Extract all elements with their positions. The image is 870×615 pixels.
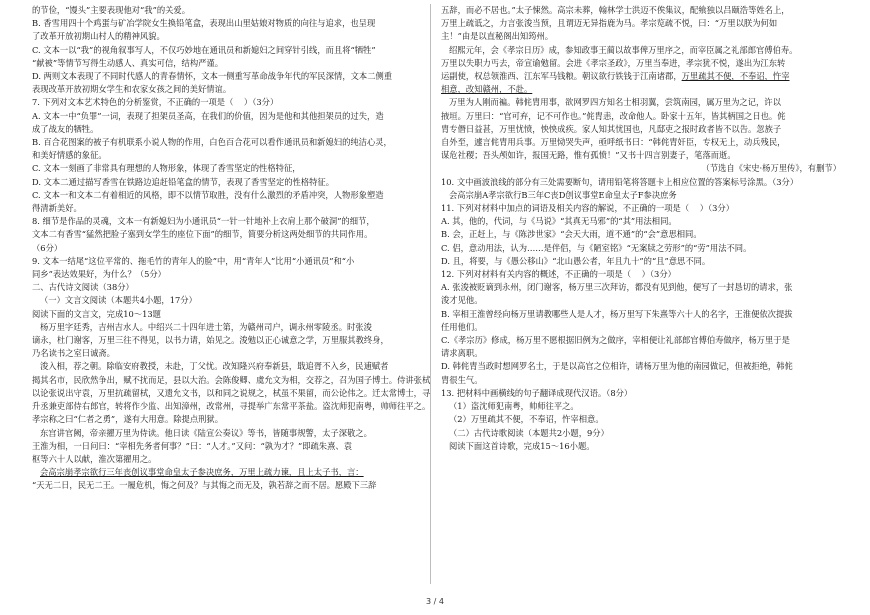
text-line: 13. 把材料中画横线的句子翻译成现代汉语。（8分） [441, 387, 633, 398]
text-line: 万里上疏诋之，力言张浚当预，且谓迈无异指鹿为马。孝宗览疏不悦，曰：“万里以朕为何如 [441, 18, 778, 29]
text-line: C.《孝宗历》修成，杨万里不愿根据旧例为之做序，宰相便让礼部郎官傅伯寿做序，杨万里于是 [441, 335, 790, 346]
text-line: （2）万里疏其不便，不奉诏，忤宰相意。 [449, 414, 604, 425]
text-line: C. 文本一刻画了非常具有理想的人物形象，体现了香雪坚定的性格特征， [32, 163, 301, 174]
text-line: “献被”等情节写得生动感人、真实可信，结构严谨。 [32, 57, 224, 68]
text-line: 相意，改知赣州，不赴。 [441, 84, 533, 95]
text-line: D. 且，将要，与《愚公移山》“北山愚公者，年且九十”的“且”意思不同。 [441, 255, 711, 266]
text-line: D. 文本二通过描写香雪在铁路边追赶铅笔盒的情节，表现了香雪坚定的性格特征。 [32, 176, 335, 187]
text-line: B. 香雪用四十个鸡蛋与矿冶学院女生换铅笔盒，表现出山里姑娘对物质的向往与追求，也呈现 [32, 18, 376, 29]
text-line: D. 韩侂胄当政时想网罗名士，于是以高官之位相许，请杨万里为他的南园做记，但被拒绝，韩侂 [441, 361, 793, 372]
text-line: 请求离职。 [441, 348, 483, 359]
text-line: A. 文本一中“负罪”一词，表现了担架员圣高，在我们的价值，因为是他和其他担架员的过失，造 [32, 110, 384, 121]
text-line: C. 侣，意动用法，认为……是伴侣，与《陋室铭》“无案牍之劳形”的“劳”用法不同。 [441, 242, 752, 253]
text-line: 7. 下列对文本艺术特色的分析鉴赏，不正确的一项是（ ）（3分） [32, 97, 279, 108]
text-line: 万里为人刚而褊。韩侂胄用事，欲网罗四方知名士相羽翼，尝筑南园，属万里为之记，许以 [449, 97, 781, 108]
text-line: 绍熙元年，会《孝宗日历》成，参知政事王蔺以故事俾万里序之，而宰臣属之礼部郎官傅伯寿。 [449, 44, 798, 55]
text-line: 揭其名市，民欣然争出，赋不扰而足，县以大治。会陈俊卿、虞允文为相，交荐之，召为国子博士。侍讲张栻以论张说出守袁，万里抗疏留栻，又遗允文书，以和同之说规之，栻虽不果留，而公论伟之。迁太常博士，寻升丞兼吏部侍右郎官，转将作少监、出知漳州，改常州，寻提举广东常平茶盐。盗沈师犯南粤，帅师往平之。孝宗称之曰“仁者之勇”，遂有大用意。除提点刑狱。 [32, 374, 431, 425]
text-line: （节选自《宋史·杨万里传》，有删节） [701, 163, 841, 174]
text-line: B. 百合花图案的被子有机联系小说人物的作用，白色百合花可以看作通讯员和新媳妇的纯洁心灵， [32, 137, 392, 148]
text-line: 成了战友的牺牲。 [32, 123, 99, 134]
text-line: 表现改革开放初期女学生和农家女孩之间的美好情谊。 [32, 84, 232, 95]
text-line: 谪永，杜门谢客，万里三往不得见，以书力请，始见之。浚勉以正心诚意之学，万里服其教终身， [32, 335, 389, 346]
text-line: 二、古代诗文阅读（38分） [32, 282, 134, 293]
text-line: 8. 细节是作品的灵魂，文本一有新媳妇为小通讯员“一针一针地补上衣肩上那个破洞”的细节， [32, 216, 375, 227]
text-line: 主！”由是以直秘阁出知筠州。 [441, 31, 554, 42]
text-line: 文本二有香雪“猛然把脸子塞到女学生的座位下面”的细节，简要分析这两处细节的共同作用。 [32, 229, 373, 240]
text-line: 东宫讲官阙，帝亲擢万里为侍读。他日读《陆宣公奏议》等书，皆随事规警，太子深敬之。 [40, 427, 372, 438]
text-line: 万里以失职力丐去，帝宣谕勉留。会进《孝宗圣政》，万里当奉进，孝宗犹不悦，遂出为江东转 [441, 57, 786, 68]
text-line: 五辞，而必不居也。”太子悚然。高宗未葬，翰林学士洪迈不俟集议，配飨独以吕颐浩等姓名上， [441, 5, 790, 15]
text-line: C. 文本一以“我”的视角叙事写人，不仅巧妙地在通讯员和新媳妇之间穿针引线，而且将“牺牲” [32, 44, 376, 55]
text-line: 自外至，遽言侂胄用兵事。万里恸哭失声，亟呼纸书曰：“韩侂胄奸臣，专权无上，动兵残民， [441, 137, 786, 148]
text-line: 和美好情感的象征。 [32, 150, 107, 161]
text-line: 11. 下列对材料中加点的词语及相关内容的解说，不正确的一项是（ ）（3分） [441, 203, 735, 214]
text-line: 枢等六十人以献，淮次第擢用之。 [32, 453, 157, 464]
text-line: 9. 文本一结尾“这位平常的、拖毛竹的青年人的脸”中，用“青年人”比用“小通讯员”和“小 [32, 255, 355, 266]
text-line: 阅读下面这首诗歌，完成15～16小题。 [449, 440, 595, 451]
text-line: 会高宗崩A孝宗欲行B三年C丧D创议事堂E命皇太子F参决庶务 [449, 189, 677, 200]
underlined-sentence: 万里疏其不便，不奉诏，忤宰 [681, 71, 790, 82]
text-line: 运副使，权总领淮西、江东军马钱粮。朝议欲行铁钱于江南诸郡，万里疏其不便，不奉诏，忤宰 [441, 71, 790, 82]
text-line: “天无二日，民无二王。一履危机，悔之何及？与其悔之而无及，孰若辞之而不居。愿殿下三辞 [32, 480, 377, 491]
text-line: （二）古代诗歌阅读（本题共2小题，9分） [449, 427, 609, 438]
text-line: 王淮为相，一日问曰：“宰相先务者何事？”曰：“人才。”又问：“孰为才？”即疏朱熹、袁 [32, 440, 352, 451]
page-number: 3 / 4 [426, 597, 444, 606]
text-line: B. 会，正赶上，与《陈涉世家》“会天大雨，道不通”的“会”意思相同。 [441, 229, 702, 240]
text-line: B. 宰相王淮曾经向杨万里请教哪些人是人才，杨万里写下朱熹等六十人的名字，王淮便依次提拔 [441, 308, 793, 319]
text-line: （一）文言文阅读（本题共4小题，17分） [40, 295, 197, 306]
text-line: 任用他们。 [441, 321, 483, 332]
right-column [441, 4, 841, 453]
text-line: 会高宗崩孝宗欲行三年丧创议事堂命皇太子参决庶务，万里上疏力谏，且上太子书，言： [40, 467, 364, 478]
column-divider [430, 4, 431, 584]
text-line: 乃名读书之室曰诚斋。 [32, 348, 115, 359]
text-line: D. 两则文本表现了不同时代感人的青春情怀，文本一侧重写革命战争年代的军民深情，文本二侧重 [32, 71, 393, 82]
left-column [32, 4, 432, 493]
text-line: A. 其，他的，代词，与《马说》“其真无马邪”的“其”用法相同。 [441, 216, 677, 227]
text-line: 阅读下面的文言文，完成10～13题 [32, 308, 161, 319]
text-line: 浚才见他。 [441, 295, 483, 306]
text-line: 胄很生气。 [441, 374, 483, 385]
text-line: 得清新美好。 [32, 203, 82, 214]
text-line: 胄专僭日益甚，万里忧愤，怏怏成疾。家人知其忧国也，凡邸吏之报时政者皆不以告。忽族子 [441, 123, 782, 134]
text-line: （1）盗沈师犯南粤，帅师往平之。 [449, 401, 579, 412]
text-line: 掖垣。万里曰：“官可弃，记不可作也。”侂胄恚，改命他人。卧家十五年，皆其柄国之日也。侂 [441, 110, 786, 121]
text-line: 的节俭，“馒头”主要表现他对“我”的关爱。 [32, 5, 191, 15]
text-line: 浚入相，荐之朝。除临安府教授，未赴，丁父忧。改知隆兴府奉新县，戢追胥不入乡，民逋赋者 [40, 361, 389, 372]
text-line: A. 张浚被贬谪到永州，闭门谢客，杨万里三次拜访，都没有见到他，便写了一封恳切的请求，张 [441, 282, 793, 293]
text-line: C. 文本一和文本二有着相近的风格，即不以情节取胜，没有什么激烈的矛盾冲突，人物形象塑造 [32, 189, 384, 200]
text-line: 杨万里字廷秀，吉州吉水人。中绍兴二十四年进士第，为赣州司户，调永州零陵丞。时张浚 [40, 321, 372, 332]
text-line: （6分） [32, 242, 63, 253]
text-line: 12. 下列对材料有关内容的概述，不正确的一项是（ ）（3分） [441, 269, 676, 280]
text-line: 了改革开放初期山村人的精神风貌。 [32, 31, 165, 42]
text-line: 同乡”表达效果好，为什么？（5分） [32, 269, 166, 280]
text-line: 谋危社稷；吾头颅如许，报国无路，惟有孤愤！”又书十四言别妻子，笔落而逝。 [441, 150, 736, 161]
text-line: 10. 文中画波浪线的部分有三处需要断句，请用铅笔将答题卡上相应位置的答案标号涂黑。（3分） [441, 176, 799, 187]
